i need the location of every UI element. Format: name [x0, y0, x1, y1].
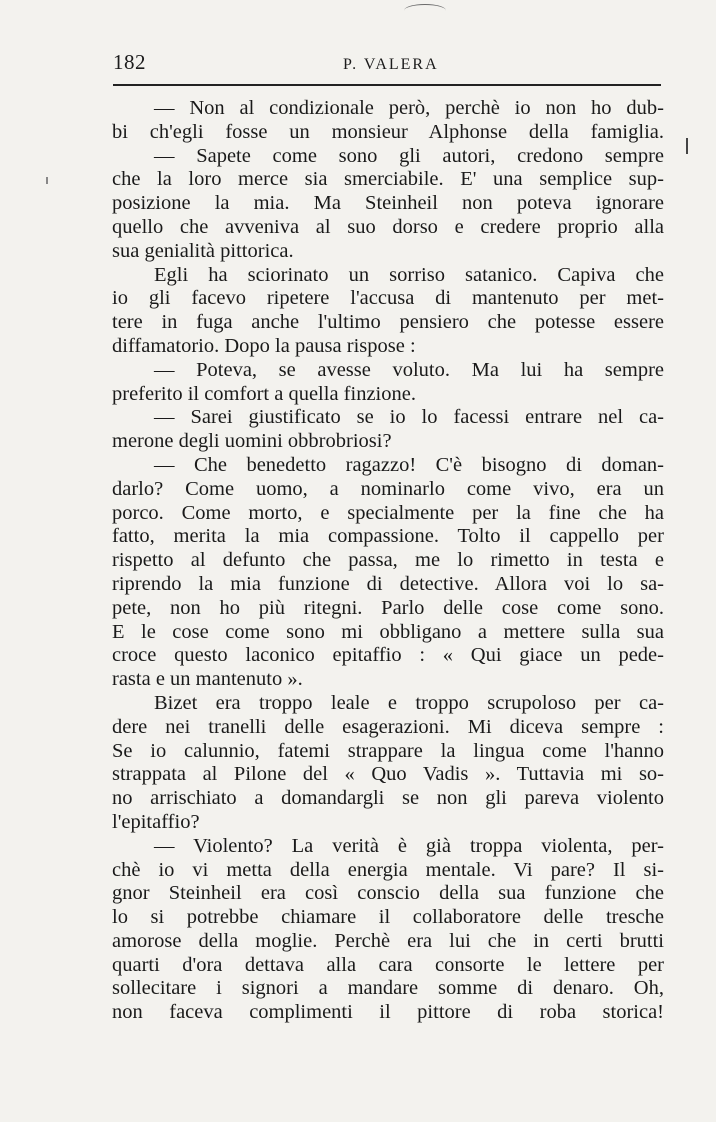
text-line: — Non al condizionale però, perchè io non ho dub- — [154, 97, 664, 119]
text-line: Bizet era troppo leale e troppo scrupoloso per ca- — [154, 691, 664, 714]
text-line: dere nei tranelli delle esagerazioni. Mi diceva sempre : — [112, 715, 664, 738]
text-line: — Sarei giustificato se io lo facessi entrare nel ca- — [154, 406, 664, 429]
text-line: — Che benedetto ragazzo! C'è bisogno di doman- — [154, 453, 664, 476]
edge-mark — [686, 138, 688, 154]
text-line: posizione la mia. Ma Steinheil non poteva ignorare — [112, 192, 664, 215]
text-line: sollecitare i signori a mandare somme di denaro. Oh, — [112, 977, 664, 1000]
text-line: io gli facevo ripetere l'accusa di mantenuto per met- — [112, 287, 664, 310]
text-line: porco. Come morto, e specialmente per la fine che ha — [112, 501, 664, 524]
text-line: darlo? Come uomo, a nominarlo come vivo, era un — [112, 477, 664, 500]
margin-mark — [46, 177, 48, 184]
text-line: quarti d'ora dettava alla cara consorte le lettere per — [112, 953, 664, 976]
text-line: chè io vi metta della energia mentale. Vi pare? Il si- — [112, 858, 664, 881]
text-line: — Violento? La verità è già troppa violenta, per- — [154, 834, 664, 857]
text-line: Egli ha sciorinato un sorriso satanico. Capiva che — [154, 263, 664, 286]
text-line: che la loro merce sia smerciabile. E' una semplice sup- — [112, 168, 664, 191]
text-line: fatto, merita la mia compassione. Tolto il cappello per — [112, 525, 664, 548]
text-line: — Poteva, se avesse voluto. Ma lui ha sempre — [154, 358, 664, 381]
text-line: no arrischiato a domandargli se non gli pareva violento — [112, 787, 664, 810]
text-line: sua genialità pittorica. — [112, 239, 294, 262]
text-line: strappata al Pilone del « Quo Vadis ». Tuttavia mi so- — [112, 763, 664, 786]
page-top-mark — [404, 4, 446, 17]
body-text — [112, 97, 664, 1025]
text-line: bi ch'egli fosse un monsieur Alphonse della famiglia. — [112, 120, 664, 143]
text-line: l'epitaffio? — [112, 810, 200, 833]
text-line: tere in fuga anche l'ultimo pensiero che potesse essere — [112, 311, 664, 334]
text-line: pete, non ho più ritegni. Parlo delle cose come sono. — [112, 596, 664, 619]
text-line: lo si potrebbe chiamare il collaboratore delle tresche — [112, 906, 664, 929]
text-line: non faceva complimenti il pittore di roba storica! — [112, 1001, 664, 1024]
text-line: preferito il comfort a quella finzione. — [112, 382, 416, 405]
text-line: Se io calunnio, fatemi strappare la lingua come l'hanno — [112, 739, 664, 762]
text-line: quello che avveniva al suo dorso e credere proprio alla — [112, 215, 664, 238]
text-line: gnor Steinheil era così conscio della sua funzione che — [112, 882, 664, 905]
running-head: P. VALERA — [343, 56, 439, 73]
text-line: diffamatorio. Dopo la pausa rispose : — [112, 334, 416, 357]
text-line: E le cose come sono mi obbligano a mettere sulla sua — [112, 620, 664, 643]
text-line: rispetto al defunto che passa, me lo rimetto in testa e — [112, 549, 664, 572]
text-line: croce questo laconico epitaffio : « Qui giace un pede- — [112, 644, 664, 667]
text-line: rasta e un mantenuto ». — [112, 668, 303, 691]
text-line: merone degli uomini obbrobriosi? — [112, 430, 392, 453]
text-line: amorose della moglie. Perchè era lui che in certi brutti — [112, 929, 664, 952]
page-number: 182 — [113, 50, 146, 74]
page-header — [113, 40, 661, 86]
text-line: — Sapete come sono gli autori, credono sempre — [154, 144, 664, 167]
text-line: riprendo la mia funzione di detective. Allora voi lo sa- — [112, 572, 664, 595]
